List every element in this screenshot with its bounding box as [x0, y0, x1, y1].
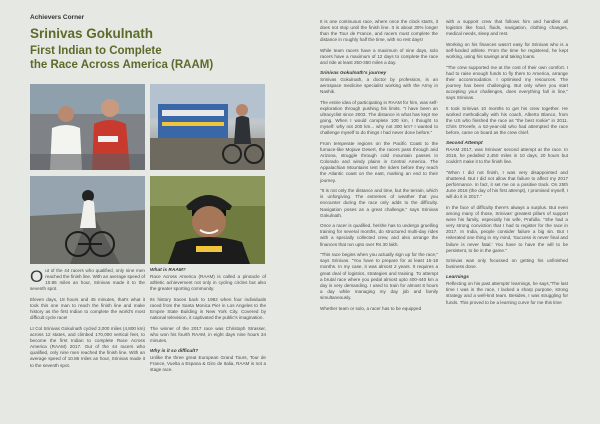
paragraph: The entire idea of participating in RAAM for him, was self-exploration through pushing his limits. "I have been an ultracyclist since 2003. The distance is what has kept me going. When I would complete 100 km, I thought to myself: why not 200 km... why not 300 km? I wanted to challenge myself to do things I had never done before." — [320, 99, 438, 136]
paragraph: Working on his finances wasn't easy for Srinivas who is a self-funded athlete. From the time he registered, he kept working, using his savings and taking loans. — [446, 41, 568, 60]
paragraph: Reflecting on his past attempts' learnings, he says,"The last time I was in the race, I lacked a sharp purpose, strong strategy and a well-knit team. Besides, I was struggling for funds. This proved to be a learning curve for me this time — [446, 281, 568, 305]
paragraph: Unlike the three great European Grand Tours, Tour de France, Vuelta a Espana & Giro de Italia, RAAM is not a stage race. — [150, 354, 266, 373]
paragraph: The winner of the 2017 race was Christoph Strasser, who won his fourth RAAM, in eight days nine hours 34 minutes. — [150, 325, 266, 344]
section-label: Achievers Corner — [30, 14, 85, 21]
paragraph: Whether team or solo, a racer has to be equipped — [320, 305, 422, 311]
paragraph: Its history traces back to 1982 when four individuals raced from the Santa Monica Pier in Los Angeles to the Empire State Building in New York City. Covered by national television, it captivated the public's imagination. — [150, 296, 266, 321]
paragraph: From temperate regions on the Pacific Coast to the furnace-like Mojave Desert, the racers pass through arid Arizona, struggle through cold mountain passes in Colorado and windy plains in Central America. The Appalachian Mountains test the riders before they reach the Atlantic coast on the east, marking an end to their journey. — [320, 140, 438, 183]
paragraph: It is one continuous race, where once the clock starts, it does not stop until the finish line. It is about 30% longer than the Tour de France, and racers must complete the distance in roughly half the time, with no rest days! — [320, 19, 438, 43]
paragraph: with a support crew that follows him and handles all logistics like food, fluids, navigation, clothing changes, medical needs, sleep and rest. — [446, 19, 568, 37]
article-title — [30, 26, 300, 72]
paragraph: Race Across America (RAAM) is called a pinnacle of athletic achievement not only in cycling circles but also the greater sporting community. — [150, 274, 266, 292]
paragraph: Once a racer is qualified, he/she has to undergo gruelling training for several months, do structured multi-day rides with a specially collected crew, and also arrange the finances that run upto over Rs 30 lakh. — [320, 223, 438, 247]
paragraph: It took Srinivas 10 months to get his crew together. He worked methodically with his coach, Alberto Blanco, from the US who finished the race as "the best rookie" in 2011. Chris O'Keefe, a 52-year-old who had attempted the race before, came on board as the crew chief. — [446, 105, 568, 136]
photo-cyclist-on-podium — [150, 84, 265, 170]
photo-gokulnath-in-helmet — [150, 176, 265, 264]
paragraph: Srinivas was only focussed on getting his unfinished business done. — [446, 258, 568, 270]
paragraph: Srinivas Gokulnath, a doctor by profession, is an aerospace medicine specialist working with the Army in Nashik. — [320, 76, 438, 95]
paragraph: Eleven days, 18 hours and 45 minutes, that's what it took this one man to reach the finish line and make history as the first Indian to complete the world's most difficult cycle race! — [30, 296, 145, 321]
paragraph: "When I did not finish, I was very disappointed and shattered. But I did not allow that failure to affect my 2017 performance. In fact, it set me on a positive track. On 25th June 2016 (the day of his first attempt), I promised myself, I will do it in 2017." — [446, 169, 568, 200]
subheading-why-difficult: Why is it so difficult? — [150, 348, 199, 354]
paragraph: "This race begins when you actually sign up for the race," says Srinivas. "You have to prepare for at least 15-18 months. In my case, it was almost 2 years. It requires a great deal of logistics, strategies and training. To attempt a brutal race where you pedal almost upto 400-440 km a day is very demanding. I used to train for almost 8 hours a day while managing my day job and family simultaneously. — [320, 252, 438, 300]
paragraph: "It is not only the distance and time, but the terrain, which is unforgiving. The extremes of weather that you encounter during the race only adds to the difficulty. Navigation poses as a great challenge," says Srinivas Gokulnath. — [320, 188, 438, 218]
subheading-learnings: Learnings — [446, 275, 469, 281]
photo-gokulnath-with-official — [30, 84, 145, 170]
subheading-what-is-raam: What is RAAM? — [150, 268, 186, 273]
article-column-3 — [320, 19, 438, 316]
subheading-journey: Srinivas Gokulnath's journey — [320, 70, 387, 76]
title-name: Srinivas Gokulnath — [30, 26, 154, 41]
paragraph: In the face of difficulty there's always a surplus. But even among many of those, Srinivas' greatest pillars of support were his family, especially his wife, Prafulla. "She had a very strong conviction that I had to register for the race in 2017. In India, people consider failure a big sin. But I reiterated one thing in my mind, 'Success is never final and failure is never fatal.' You have to have the will to be persistent, to be in the game." — [446, 205, 568, 253]
paragraph: Out of the 44 racers who qualified, only nine men reached the finish line. With an average speed of 10.86 miles an hour, Srinivas made it to the seventh spot. — [30, 267, 145, 292]
paragraph: RAAM 2017, was Srinivas' second attempt at the race. In 2016, he pedalled 2,450 miles in 10 days, 20 hours but couldn't make it to the finish line. — [446, 147, 568, 165]
title-subtitle-1: First Indian to Complete — [30, 45, 162, 58]
drop-cap: O — [30, 267, 44, 286]
subheading-second-attempt: Second Attempt — [446, 140, 483, 146]
article-column-1 — [30, 268, 145, 373]
article-column-2 — [150, 268, 266, 378]
paragraph: While team racers have a maximum of nine days, solo racers have a maximum of 12 days to complete the race and ride at least 250-350 miles a day. — [320, 47, 438, 66]
title-subtitle-2: the Race Across America (RAAM) — [30, 58, 214, 71]
photo-cyclist-riding-road — [30, 176, 145, 264]
paragraph: "The crew supported me at the cost of their own comfort. I had to raise enough funds to fly them to America, arrange their accommodation. I optimised my resources. The journey has been challenging. But only when you start accepting your challenges, does everything fall in line," says Srinivas. — [446, 64, 568, 101]
article-column-4 — [446, 19, 568, 310]
paragraph: Lt Col Srinivas Gokulnath cycled 3,000 miles (4,800 km) across 12 states, and climbed 170,000 vertical feet, to become the first Indian to complete Race Across America (RAAM) 2017. Out of the 44 racers who qualified, only nine men reached the finish line. With an average speed of 10.86 miles an hour, Srinivas made it to the seventh spot. — [30, 325, 145, 368]
